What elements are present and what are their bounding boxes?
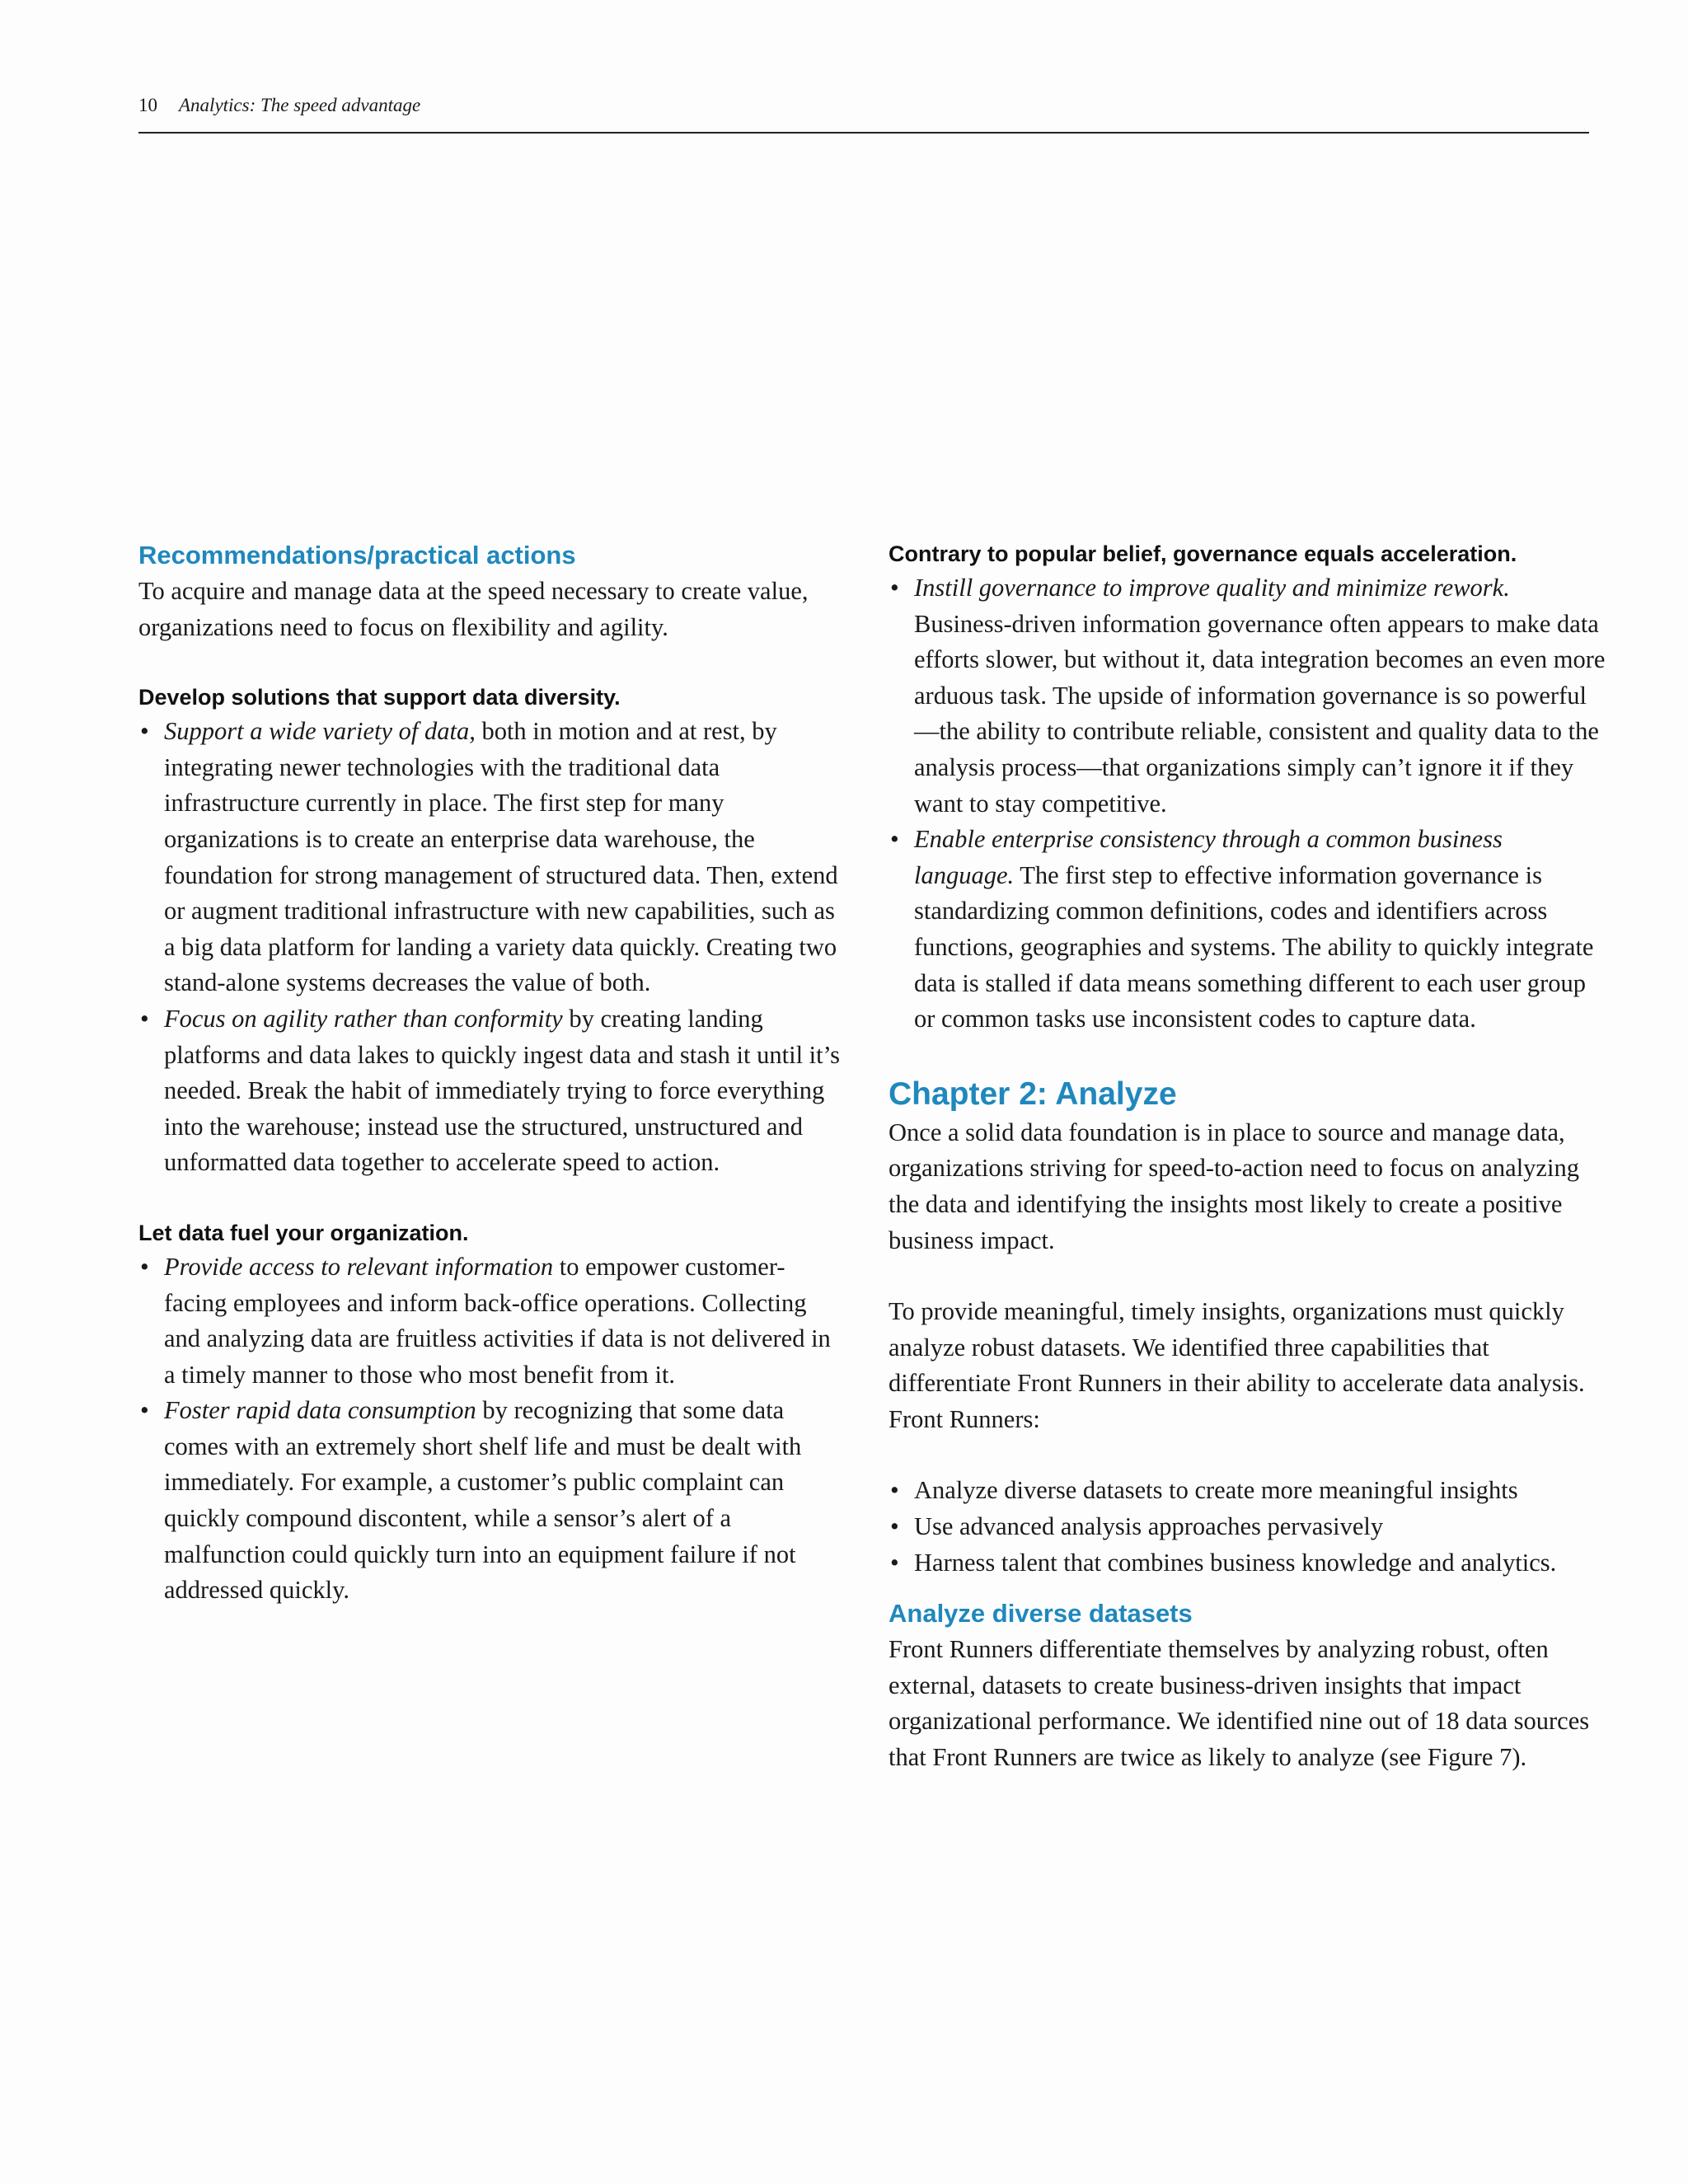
left-column bbox=[138, 537, 847, 1609]
analyze-datasets-paragraph: Front Runners differentiate themselves by analyzing robust, often external, datasets to create business-driven insights that impact organizational performance. We identified nine out of 18 data sources that Front Runners are twice as likely to analyze (see Figure 7). bbox=[889, 1635, 1590, 1772]
list-item: • Harness talent that combines business knowledge and analytics. bbox=[889, 1545, 1606, 1582]
list-item-text: The first step to effective information governance is standardizing common definitions, codes and identifiers across functions, geographies and systems. The ability to quickly integrate data is stalled if data means something different to each user group or common tasks use inconsistent codes to capture data. bbox=[914, 860, 1594, 1033]
data-diversity-list bbox=[138, 714, 847, 1181]
list-item-text: by recognizing that some data comes with an extremely short shelf life and must be dealt with immediately. For example, a customer’s public complaint can quickly compound discontent, while a sensor’s alert of a malfunction could quickly turn into an equipment failure if not addressed quickly. bbox=[164, 1396, 802, 1605]
list-item bbox=[889, 822, 1606, 1038]
data-diversity-heading: Develop solutions that support data diversity. bbox=[138, 685, 621, 710]
list-item-lead: Instill governance to improve quality and minimize rework. bbox=[914, 574, 1510, 602]
list-item-text: Business-driven information governance often appears to make data efforts slower, but without it, data integration becomes an even more arduous task. The upside of information governance is so powerful—the ability to contribute reliable, consistent and quality data to the analysis process—that organizations simply can’t ignore it if they want to stay competitive. bbox=[914, 609, 1606, 818]
capabilities-list bbox=[889, 1473, 1606, 1581]
data-fuel-heading: Let data fuel your organization. bbox=[138, 1220, 469, 1245]
list-item bbox=[138, 1249, 847, 1393]
document-title: Analytics: The speed advantage bbox=[179, 95, 421, 115]
list-item-text: by creating landing platforms and data lakes to quickly ingest data and stash it until it’s needed. Break the habit of immediately trying to force everything into the warehouse; instead use the structured, unstructured and unformatted data together to accelerate speed to action. bbox=[164, 1004, 840, 1177]
governance-heading: Contrary to popular belief, governance equals acceleration. bbox=[889, 541, 1517, 566]
list-item-lead: Foster rapid data consumption bbox=[164, 1396, 476, 1425]
list-item bbox=[889, 570, 1606, 822]
list-item-lead: Provide access to relevant information bbox=[164, 1252, 554, 1281]
list-item bbox=[138, 1001, 847, 1181]
list-item: • Analyze diverse datasets to create more meaningful insights bbox=[889, 1473, 1606, 1509]
list-item-text: to empower customer-facing employees and inform back-office operations. Collecting and analyzing data are fruitless activities if data is not delivered in a timely manner to those who most benefit from it. bbox=[164, 1252, 831, 1389]
list-item-lead: Focus on agility rather than conformity bbox=[164, 1004, 563, 1033]
page-number: 10 bbox=[138, 95, 157, 115]
list-item-lead: Support a wide variety of data, bbox=[164, 717, 476, 746]
list-item bbox=[138, 714, 847, 1001]
page-header bbox=[138, 92, 1589, 134]
chapter-title: Chapter 2: Analyze bbox=[889, 1076, 1177, 1112]
list-item bbox=[138, 1393, 847, 1609]
chapter-intro: Once a solid data foundation is in place to source and manage data, organizations striving for speed-to-action need to focus on analyzing the data and identifying the insights most likely to create a positive business impact. bbox=[889, 1118, 1579, 1254]
right-column bbox=[889, 537, 1606, 1776]
governance-list bbox=[889, 570, 1606, 1038]
list-item-lead: Enable enterprise consistency through a common business language. bbox=[914, 825, 1503, 889]
data-fuel-list bbox=[138, 1249, 847, 1609]
recommendations-heading: Recommendations/practical actions bbox=[138, 541, 576, 569]
recommendations-intro: To acquire and manage data at the speed necessary to create value, organizations need to focus on flexibility and agility. bbox=[138, 577, 809, 641]
analyze-datasets-heading: Analyze diverse datasets bbox=[889, 1599, 1193, 1629]
chapter-capabilities-intro: To provide meaningful, timely insights, organizations must quickly analyze robust datasets. We identified three capabilities that differentiate Front Runners in their ability to accelerate data analysis. Front Runners: bbox=[889, 1297, 1585, 1433]
list-item-text: both in motion and at rest, by integrating newer technologies with the traditional data infrastructure currently in place. The first step for many organizations is to create an enterprise data warehouse, the foundation for strong management of structured data. Then, extend or augment traditional infrastructure with new capabilities, such as a big data platform for landing a variety data quickly. Creating two stand-alone systems decreases the value of both. bbox=[164, 717, 838, 997]
list-item: • Use advanced analysis approaches pervasively bbox=[889, 1509, 1606, 1545]
